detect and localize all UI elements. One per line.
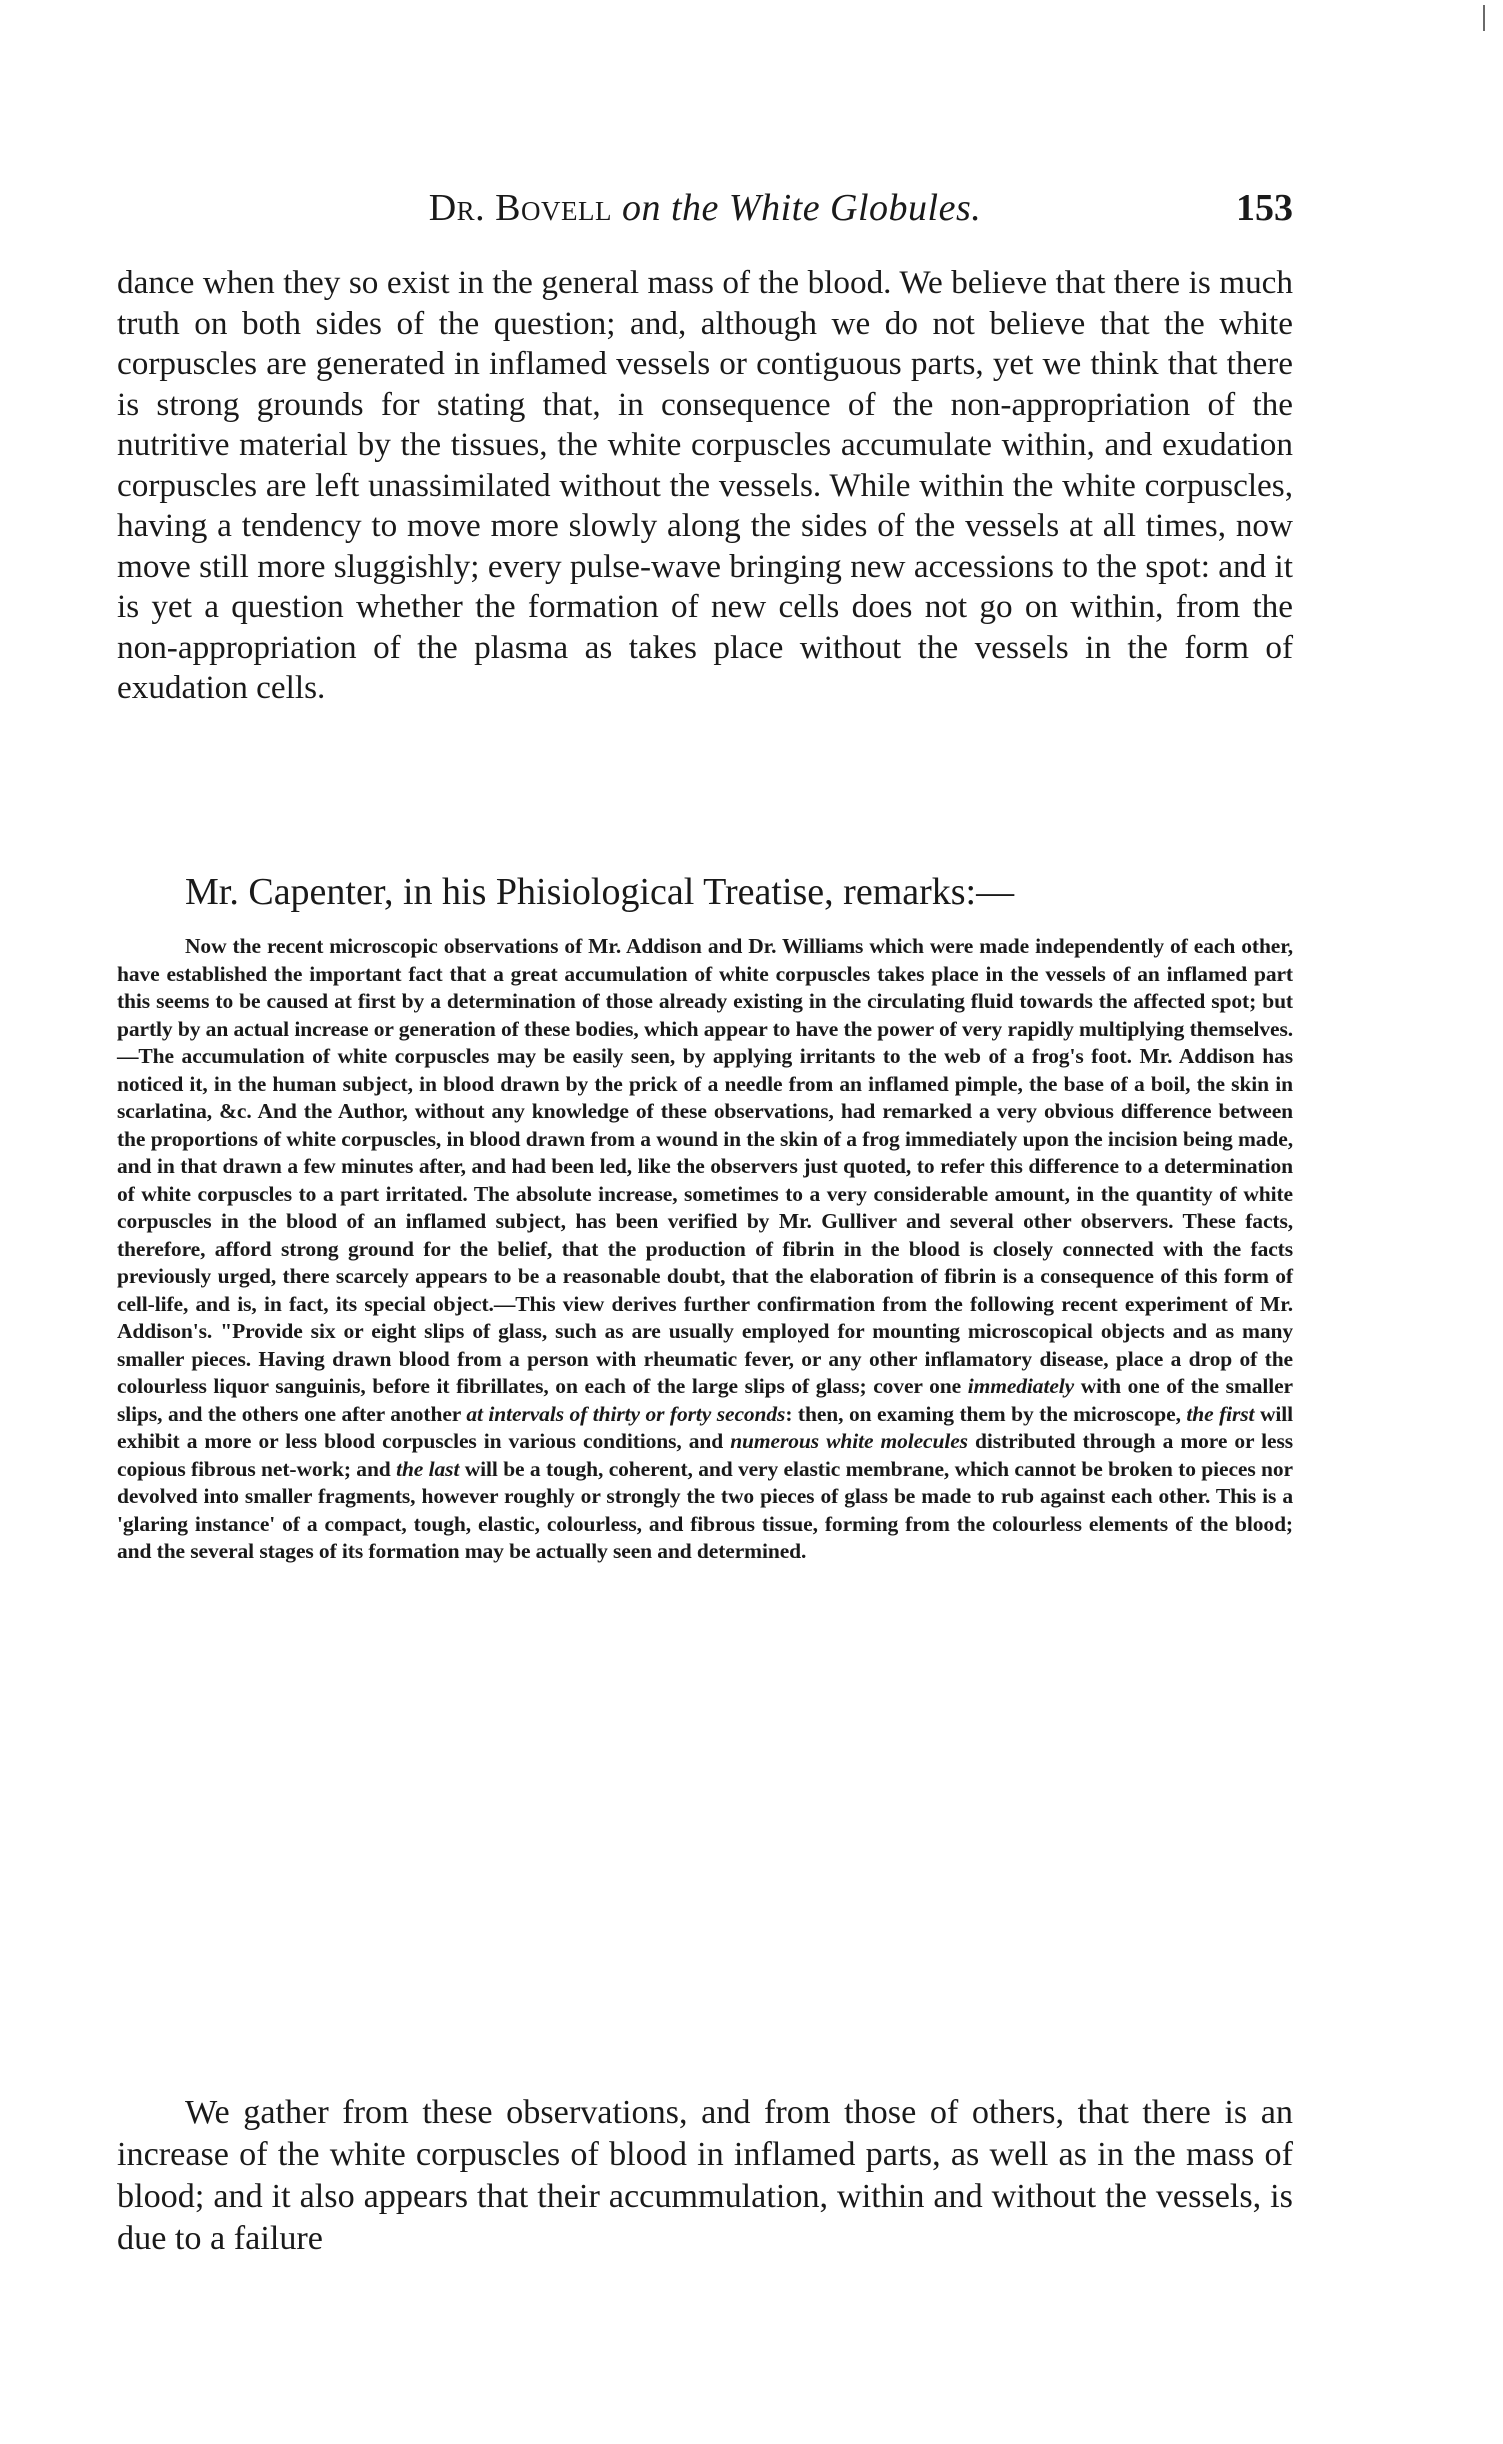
running-title-author: Dr. Bovell: [428, 187, 612, 229]
running-title: [117, 186, 1293, 230]
running-title-subject: on the White Globules.: [612, 187, 982, 229]
body-paragraph-2: We gather from these observations, and from those of others, that there is an increase of the white corpuscles of blood in inflamed parts, as well as in the mass of blood; and it also appears that their accummulation, within and without the vessels, is due to a failure: [117, 2094, 1293, 2257]
quote-emphasis: the first: [1186, 1401, 1255, 1426]
quotation-intro: Mr. Capenter, in his Phisiological Treatise, remarks:—: [185, 871, 1015, 913]
quote-text-part: Now the recent microscopic observations of Mr. Addison and Dr. Williams which were made independently of each other, have established the important fact that a great accumulation of white corpuscles takes place in the vessels of an inflamed part this seems to be caused at first by a determination of those already existing in the circulating fluid towards the affected spot; but partly by an actual increase or generation of these bodies, which appear to have the power of very rapidly multiplying themselves.—The accumulation of white corpuscles may be easily seen, by applying irritants to the web of a frog's foot. Mr. Addison has noticed it, in the human subject, in blood drawn by the prick of a needle from an inflamed pimple, the base of a boil, the skin in scarlatina, &c. And the Author, without any knowledge of these observations, had remarked a very obvious difference between the proportions of white corpuscles, in blood drawn from a wound in the skin of a frog immediately upon the incision being made, and in that drawn a few minutes after, and had been led, like the observers just quoted, to refer this difference to a determination of white corpuscles to a part irritated. The absolute increase, sometimes to a very considerable amount, in the quantity of white corpuscles in the blood of an inflamed subject, has been verified by Mr. Gulliver and several other observers. These facts, therefore, afford strong ground for the belief, that the production of fibrin in the blood is closely connected with the facts previously urged, there scarcely appears to be a reasonable doubt, that the elaboration of fibrin is a consequence of this form of cell-life, and is, in fact, its special object.—This view derives further confirmation from the following recent experiment of Mr. Addison's. "Provide six or eight slips of glass, such as are usually employed for mounting microscopical objects and as many smaller pieces. Having drawn blood from a person with rheumatic fever, or any other inflamatory disease, place a drop of the colourless liquor sanguinis, before it fibrillates, on each of the large slips of glass; cover one: [117, 934, 1293, 1398]
quote-text-part: : then, on examing them by the microscope,: [785, 1401, 1187, 1426]
quote-text-part: will be a tough, coherent, and very elastic membrane, which cannot be broken to pieces nor devolved into smaller fragments, however roughly or strongly the two pieces of glass be made to rub against each other. This is a 'glaring instance' of a compact, tough, elastic, colourless, and fibrous tissue, forming from the colourless elements of the blood; and the several stages of its formation may be actually seen and determined.: [117, 1456, 1293, 1563]
quote-emphasis: the last: [396, 1456, 460, 1481]
scan-edge-mark: [1483, 5, 1485, 31]
quote-text-part: with one of the smaller slips, and the others one after another: [117, 1374, 1293, 1426]
quote-emphasis: at intervals of thirty or forty seconds: [466, 1401, 786, 1426]
quote-emphasis: numerous white molecules: [730, 1429, 968, 1453]
quote-text-part: distributed through a more or less copious fibrous net-work; and: [117, 1429, 1293, 1481]
quote-text-part: will exhibit a more or less blood corpuscles in various conditions, and: [117, 1401, 1294, 1453]
body-paragraph-1: dance when they so exist in the general mass of the blood. We believe that there is much truth on both sides of the question; and, although we do not believe that the white corpuscles are generated in inflamed vessels or contiguous parts, yet we think that there is strong grounds for stating that, in consequence of the non-appropriation of the nutritive material by the tissues, the white corpuscles accumulate within, and exudation corpuscles are left unassimilated without the vessels. While within the white corpuscles, having a tendency to move more slowly along the sides of the vessels at all times, now move still more sluggishly; every pulse-wave bringing new accessions to the spot: and it is yet a question whether the formation of new cells does not go on within, from the non-appropriation of the plasma as takes place without the vessels in the form of exudation cells.: [117, 264, 1293, 706]
page-number: 153: [1236, 187, 1293, 229]
quote-emphasis: immediately: [967, 1374, 1075, 1398]
block-quotation: [117, 933, 1293, 1566]
running-header: [117, 186, 1293, 242]
